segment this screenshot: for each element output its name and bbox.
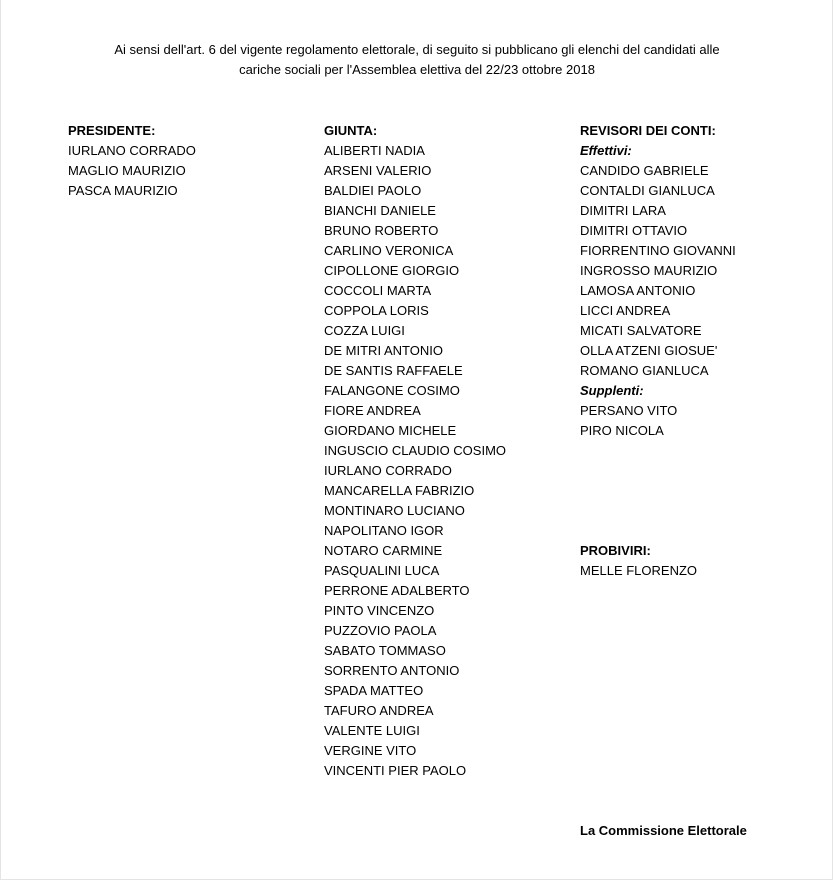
candidate-name: VERGINE VITO <box>324 743 417 758</box>
candidate-name: NAPOLITANO IGOR <box>324 523 444 538</box>
presidente-column <box>68 121 196 201</box>
candidate-name: FIORRENTINO GIOVANNI <box>580 243 736 258</box>
candidate-name: INGUSCIO CLAUDIO COSIMO <box>324 443 507 458</box>
candidate-name: CIPOLLONE GIORGIO <box>324 263 460 278</box>
candidate-name: LAMOSA ANTONIO <box>580 283 696 298</box>
candidate-name: IURLANO CORRADO <box>324 463 452 478</box>
candidate-name: PINTO VINCENZO <box>324 603 435 618</box>
effettivi-label: Effettivi: <box>580 143 632 158</box>
candidate-name: MONTINARO LUCIANO <box>324 503 465 518</box>
probiviri-list <box>580 561 697 581</box>
candidate-name: CARLINO VERONICA <box>324 243 454 258</box>
giunta-heading: GIUNTA: <box>324 123 378 138</box>
probiviri-column <box>580 541 697 581</box>
candidate-name: PASQUALINI LUCA <box>324 563 440 578</box>
effettivi-list <box>580 161 736 381</box>
candidate-name: DE MITRI ANTONIO <box>324 343 443 358</box>
candidate-name: DE SANTIS RAFFAELE <box>324 363 463 378</box>
revisori-heading: REVISORI DEI CONTI: <box>580 123 716 138</box>
presidente-heading: PRESIDENTE: <box>68 123 156 138</box>
probiviri-heading: PROBIVIRI: <box>580 543 651 558</box>
candidate-name: DIMITRI LARA <box>580 203 666 218</box>
candidate-name: OLLA ATZENI GIOSUE' <box>580 343 718 358</box>
supplenti-label: Supplenti: <box>580 383 644 398</box>
candidate-name: TAFURO ANDREA <box>324 703 434 718</box>
candidate-name: MANCARELLA FABRIZIO <box>324 483 475 498</box>
candidate-name: INGROSSO MAURIZIO <box>580 263 718 278</box>
candidate-name: SORRENTO ANTONIO <box>324 663 460 678</box>
supplenti-list <box>580 401 736 441</box>
candidate-name: CANDIDO GABRIELE <box>580 163 709 178</box>
candidate-name: PERRONE ADALBERTO <box>324 583 470 598</box>
candidate-name: PIRO NICOLA <box>580 423 664 438</box>
candidate-name: VINCENTI PIER PAOLO <box>324 763 467 778</box>
candidate-name: VALENTE LUIGI <box>324 723 420 738</box>
candidate-name: ALIBERTI NADIA <box>324 143 425 158</box>
signature: La Commissione Elettorale <box>580 823 747 838</box>
candidate-name: CONTALDI GIANLUCA <box>580 183 715 198</box>
candidate-name: PUZZOVIO PAOLA <box>324 623 437 638</box>
intro-line-2: cariche sociali per l'Assemblea elettiva del 22/23 ottobre 2018 <box>239 62 595 77</box>
candidate-name: COCCOLI MARTA <box>324 283 432 298</box>
candidate-name: COZZA LUIGI <box>324 323 405 338</box>
giunta-list <box>324 141 506 781</box>
giunta-column <box>324 121 506 781</box>
intro-line-1: Ai sensi dell'art. 6 del vigente regolamento elettorale, di seguito si pubblicano gli elenchi del candidati alle <box>114 42 720 57</box>
candidate-name: BRUNO ROBERTO <box>324 223 439 238</box>
candidate-name: SABATO TOMMASO <box>324 643 446 658</box>
candidate-name: ROMANO GIANLUCA <box>580 363 709 378</box>
presidente-list <box>68 141 196 201</box>
candidate-name: PASCA MAURIZIO <box>68 183 178 198</box>
candidate-name: NOTARO CARMINE <box>324 543 443 558</box>
candidate-name: COPPOLA LORIS <box>324 303 429 318</box>
candidate-name: MICATI SALVATORE <box>580 323 702 338</box>
candidate-name: LICCI ANDREA <box>580 303 671 318</box>
candidate-name: BIANCHI DANIELE <box>324 203 436 218</box>
candidate-name: DIMITRI OTTAVIO <box>580 223 688 238</box>
candidate-name: PERSANO VITO <box>580 403 678 418</box>
intro-paragraph <box>61 40 773 80</box>
candidate-name: SPADA MATTEO <box>324 683 424 698</box>
candidate-name: BALDIEI PAOLO <box>324 183 422 198</box>
candidate-name: FALANGONE COSIMO <box>324 383 460 398</box>
candidate-name: ARSENI VALERIO <box>324 163 432 178</box>
candidate-name: MAGLIO MAURIZIO <box>68 163 186 178</box>
candidate-name: IURLANO CORRADO <box>68 143 196 158</box>
candidate-name: GIORDANO MICHELE <box>324 423 457 438</box>
candidate-name: MELLE FLORENZO <box>580 563 698 578</box>
candidate-name: FIORE ANDREA <box>324 403 421 418</box>
revisori-column <box>580 121 736 441</box>
